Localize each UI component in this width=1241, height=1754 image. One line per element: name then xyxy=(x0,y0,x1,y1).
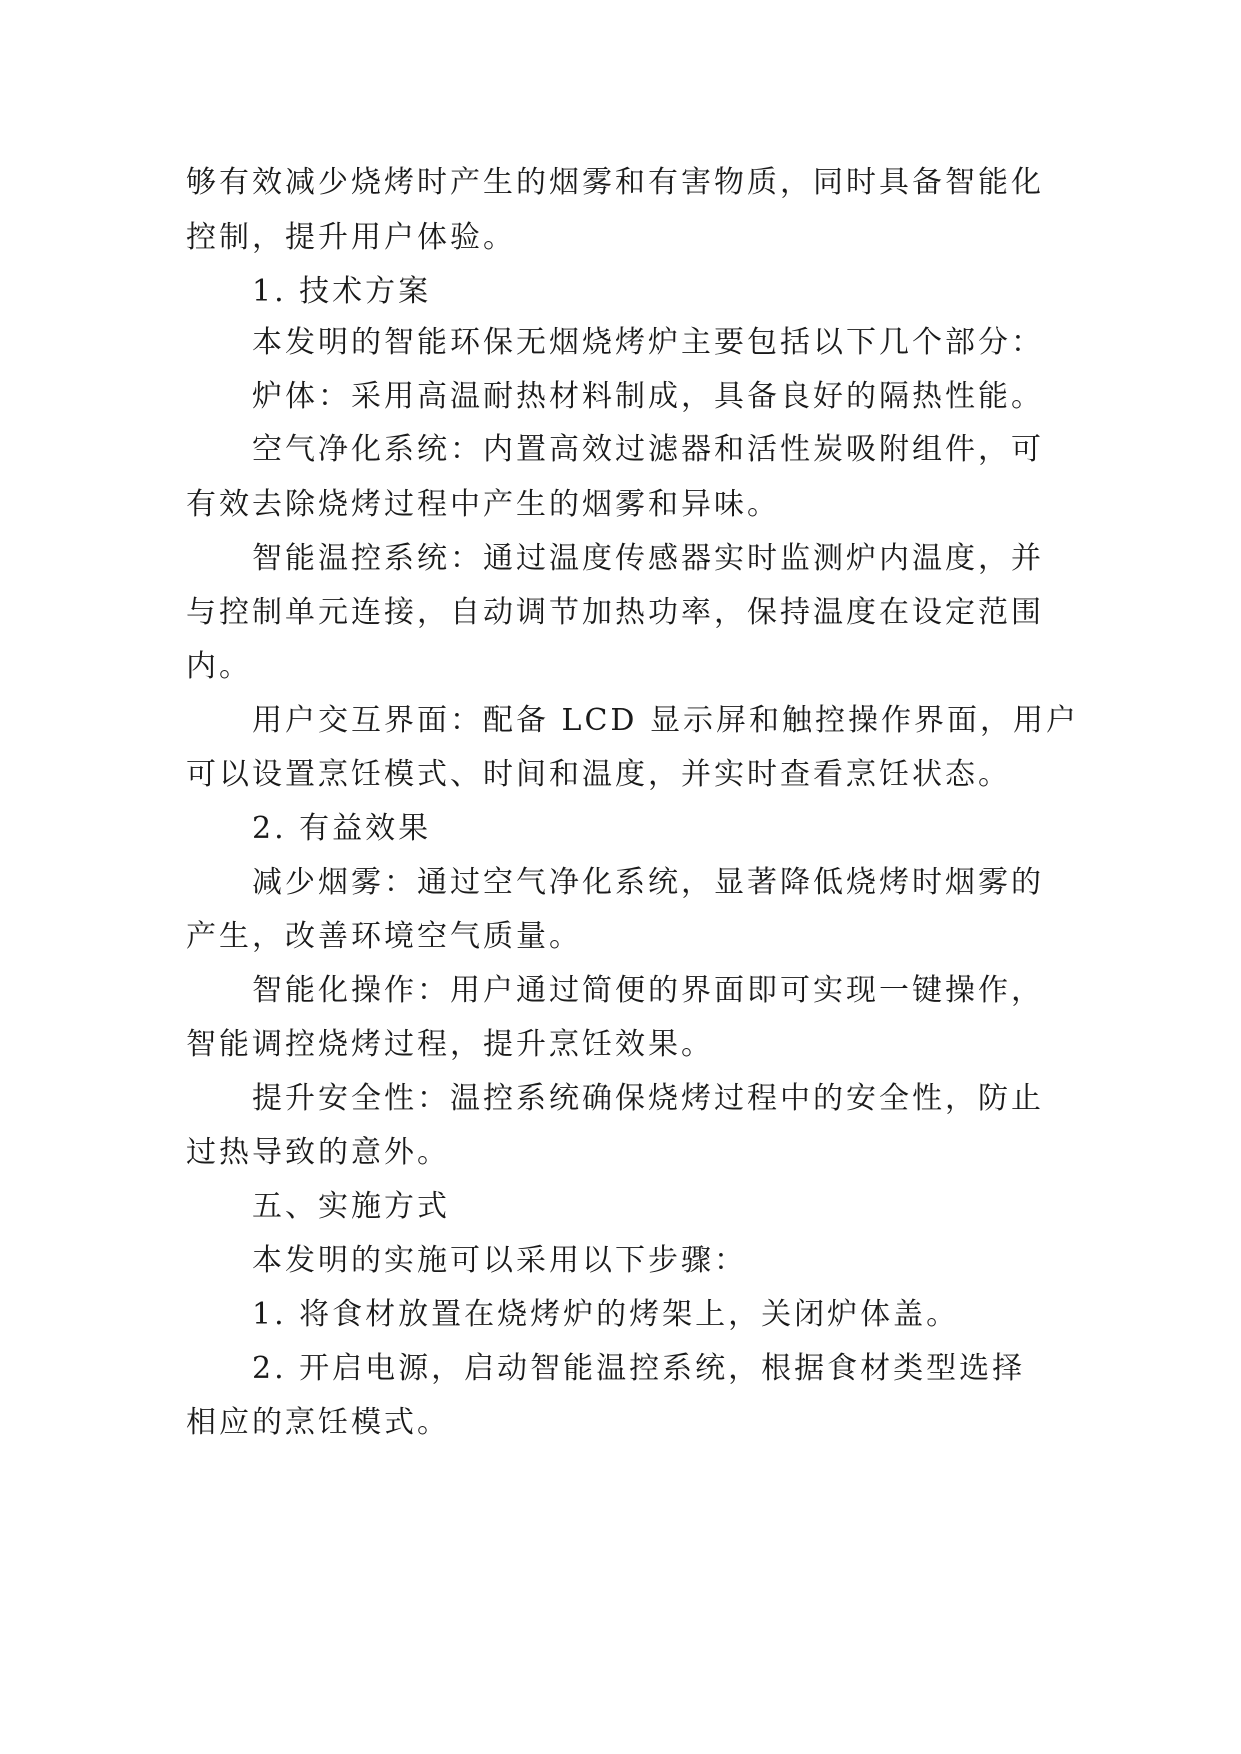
text-line: 智能化操作：用户通过简便的界面即可实现一键操作， xyxy=(252,973,1044,1008)
text-line: 1. 将食材放置在烧烤炉的烤架上，关闭炉体盖。 xyxy=(252,1297,960,1332)
text-line: 本发明的智能环保无烟烧烤炉主要包括以下几个部分： xyxy=(252,325,1044,360)
text-line: 智能调控烧烤过程，提升烹饪效果。 xyxy=(186,1027,714,1062)
text-line: 提升安全性：温控系统确保烧烤过程中的安全性，防止 xyxy=(252,1081,1044,1116)
text-line: 与控制单元连接，自动调节加热功率，保持温度在设定范围 xyxy=(186,595,1044,630)
text-line: 用户交互界面：配备 LCD 显示屏和触控操作界面，用户 xyxy=(252,703,1080,738)
text-line: 产生，改善环境空气质量。 xyxy=(186,919,582,954)
text-line: 本发明的实施可以采用以下步骤： xyxy=(252,1243,747,1278)
text-line: 内。 xyxy=(186,649,252,684)
text-line: 过热导致的意外。 xyxy=(186,1135,450,1170)
text-line: 空气净化系统：内置高效过滤器和活性炭吸附组件，可 xyxy=(252,432,1044,467)
section-heading-beneficial-effects: 2. 有益效果 xyxy=(252,811,432,846)
text-line: 相应的烹饪模式。 xyxy=(186,1405,450,1440)
text-line: 炉体：采用高温耐热材料制成，具备良好的隔热性能。 xyxy=(252,379,1044,414)
text-line: 可以设置烹饪模式、时间和温度，并实时查看烹饪状态。 xyxy=(186,757,1011,792)
text-line: 2. 开启电源，启动智能温控系统，根据食材类型选择 xyxy=(252,1351,1026,1386)
text-line: 够有效减少烧烤时产生的烟雾和有害物质，同时具备智能化 xyxy=(186,165,1044,200)
text-line: 有效去除烧烤过程中产生的烟雾和异味。 xyxy=(186,487,780,522)
section-heading-implementation: 五、实施方式 xyxy=(252,1189,450,1224)
text-line: 智能温控系统：通过温度传感器实时监测炉内温度，并 xyxy=(252,541,1044,576)
text-line: 减少烟雾：通过空气净化系统，显著降低烧烤时烟雾的 xyxy=(252,865,1044,900)
section-heading-technical-solution: 1. 技术方案 xyxy=(252,274,432,309)
text-line: 控制，提升用户体验。 xyxy=(186,220,516,255)
